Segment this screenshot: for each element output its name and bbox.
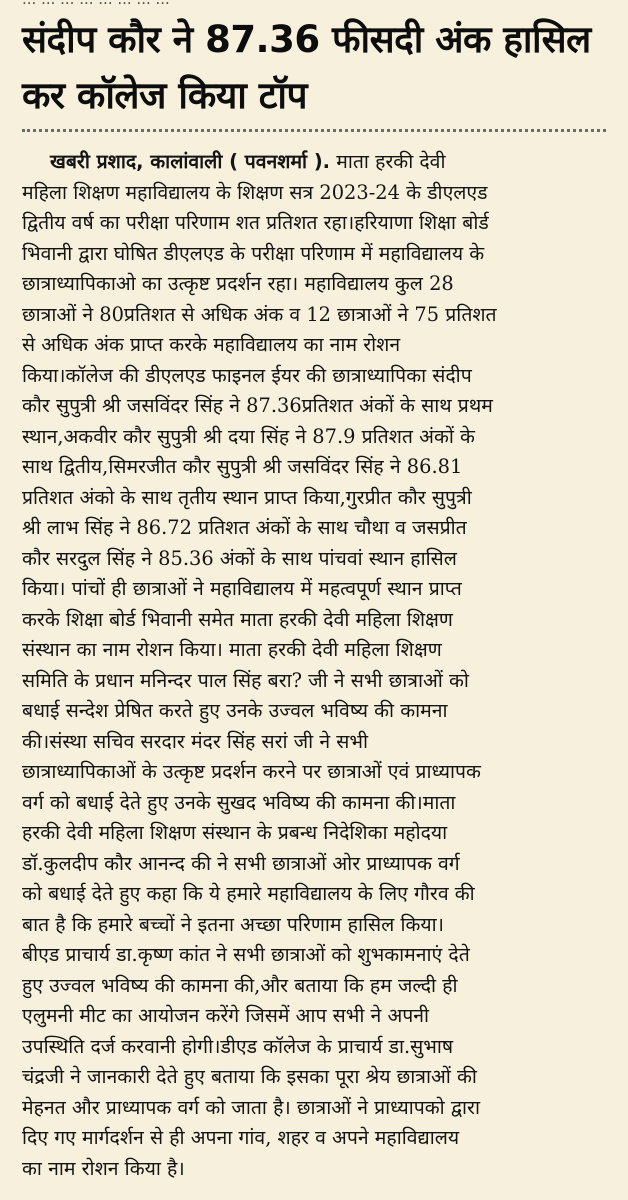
article-line: मेहनत और प्राध्यापक वर्ग को जाता है। छात्राओं ने प्राध्यापको द्वारा [22, 1095, 480, 1119]
article-line: छात्राओं ने 80प्रतिशत से अधिक अंक व 12 छात्राओं ने 75 प्रतिशत [22, 302, 497, 326]
clipped-previous-article-text [0, 0, 628, 7]
article-line: हरकी देवी महिला शिक्षण संस्थान के प्रबन्ध निदेशिका महोदया [22, 821, 448, 844]
article-line: किया। पांचों ही छात्राओं ने महाविद्यालय में महत्वपूर्ण स्थान प्राप्त [22, 577, 462, 600]
headline [22, 12, 622, 124]
article-line: की।संस्था सचिव सरदार मंदर सिंह सरां जी ने सभी [22, 729, 369, 753]
article-line: महिला शिक्षण महाविद्यालय के शिक्षण सत्र 2023-24 के डीएलएड [22, 180, 488, 204]
article-line: हुए उज्वल भविष्य की कामना की,और बताया कि हम जल्दी ही [22, 973, 458, 997]
article-line: बधाई सन्देश प्रेषित करते हुए उनके उज्वल भविष्य की कामना [22, 699, 448, 722]
article-line: स्थान,अकवीर कौर सुपुत्री श्री दया सिंह ने 87.9 प्रतिशत अंकों के [22, 424, 475, 448]
article-line: एलुमनी मीट का आयोजन करेंगे जिसमें आप सभी ने अपनी [22, 1004, 430, 1027]
headline-line-1: संदीप कौर ने 87.36 फीसदी अंक हासिल [22, 18, 591, 61]
article-line: प्रतिशत अंको के साथ तृतीय स्थान प्राप्त किया,गुरप्रीत कौर सुपुत्री [22, 485, 472, 509]
article-line: से अधिक अंक प्राप्त करके महाविद्यालय का नाम रोशन [22, 333, 401, 356]
article-line: उपस्थिति दर्ज करवानी होगी।डीएड कॉलेज के प्राचार्य डा.सुभाष [22, 1034, 454, 1058]
article-line: दिए गए मार्गदर्शन से ही अपना गांव, शहर व अपने महाविद्यालय [22, 1126, 460, 1149]
article-line: समिति के प्रधान मनिन्दर पाल सिंह बरा? जी ने सभी छात्राओं को [22, 668, 469, 692]
article-line: कौर सुपुत्री श्री जसविंदर सिंह ने 87.36प्रतिशत अंकों के साथ प्रथम [22, 394, 493, 417]
article-line: छात्राध्यापिकाओ का उत्कृष्ट प्रदर्शन रहा। महाविद्यालय कुल 28 [22, 272, 454, 295]
article-line: को बधाई देते हुए कहा कि ये हमारे महाविद्यालय के लिए गौरव की [22, 882, 475, 905]
byline: खबरी प्रशाद, कालांवाली ( पवनशर्मा ). [50, 150, 331, 173]
article-line: भिवानी द्वारा घोषित डीएलएड के परीक्षा परिणाम में महाविद्यालय के [22, 241, 485, 265]
article-line: का नाम रोशन किया है। [22, 1156, 185, 1180]
article-line: किया।कॉलेज की डीएलएड फाइनल ईयर की छात्राध्यापिका संदीप [22, 363, 472, 387]
article-line: संस्थान का नाम रोशन किया। माता हरकी देवी महिला शिक्षण [22, 638, 442, 661]
article-line: माता हरकी देवी [330, 150, 446, 173]
dotted-divider [22, 129, 606, 132]
article-line: बीएड प्राचार्य डा.कृष्ण कांत ने सभी छात्राओं को शुभकामनाएं देते [22, 943, 470, 966]
article-line: साथ द्वितीय,सिमरजीत कौर सुपुत्री श्री जसविंदर सिंह ने 86.81 [22, 455, 463, 478]
article-line: छात्राध्यापिकाओं के उत्कृष्ट प्रदर्शन करने पर छात्राओं एवं प्राध्यापक [22, 760, 481, 783]
article-line: श्री लाभ सिंह ने 86.72 प्रतिशत अंकों के साथ चौथा व जसप्रीत [22, 516, 467, 539]
article-line: कौर सरदुल सिंह ने 85.36 अंकों के साथ पांचवां स्थान हासिल [22, 546, 457, 570]
article-line: करके शिक्षा बोर्ड भिवानी समेत माता हरकी देवी महिला शिक्षण [22, 607, 453, 631]
article-line: डॉ.कुलदीप कौर आनन्द की ने सभी छात्राओं ओर प्राध्यापक वर्ग [22, 851, 460, 875]
article-line: चंद्रजी ने जानकारी देते हुए बताया कि इसका पूरा श्रेय छात्राओं की [22, 1065, 477, 1088]
headline-line-2: कर कॉलेज किया टॉप [22, 74, 308, 117]
article-line: वर्ग को बधाई देते हुए उनके सुखद भविष्य की कामना की।माता [22, 790, 456, 814]
article-body [22, 147, 612, 1197]
article-line: बात है कि हमारे बच्चों ने इतना अच्छा परिणाम हासिल किया। [22, 912, 444, 936]
article-first-line [22, 147, 612, 178]
article-line: द्वितीय वर्ष का परीक्षा परिणाम शत प्रतिशत रहा।हरियाणा शिक्षा बोर्ड [22, 211, 489, 234]
